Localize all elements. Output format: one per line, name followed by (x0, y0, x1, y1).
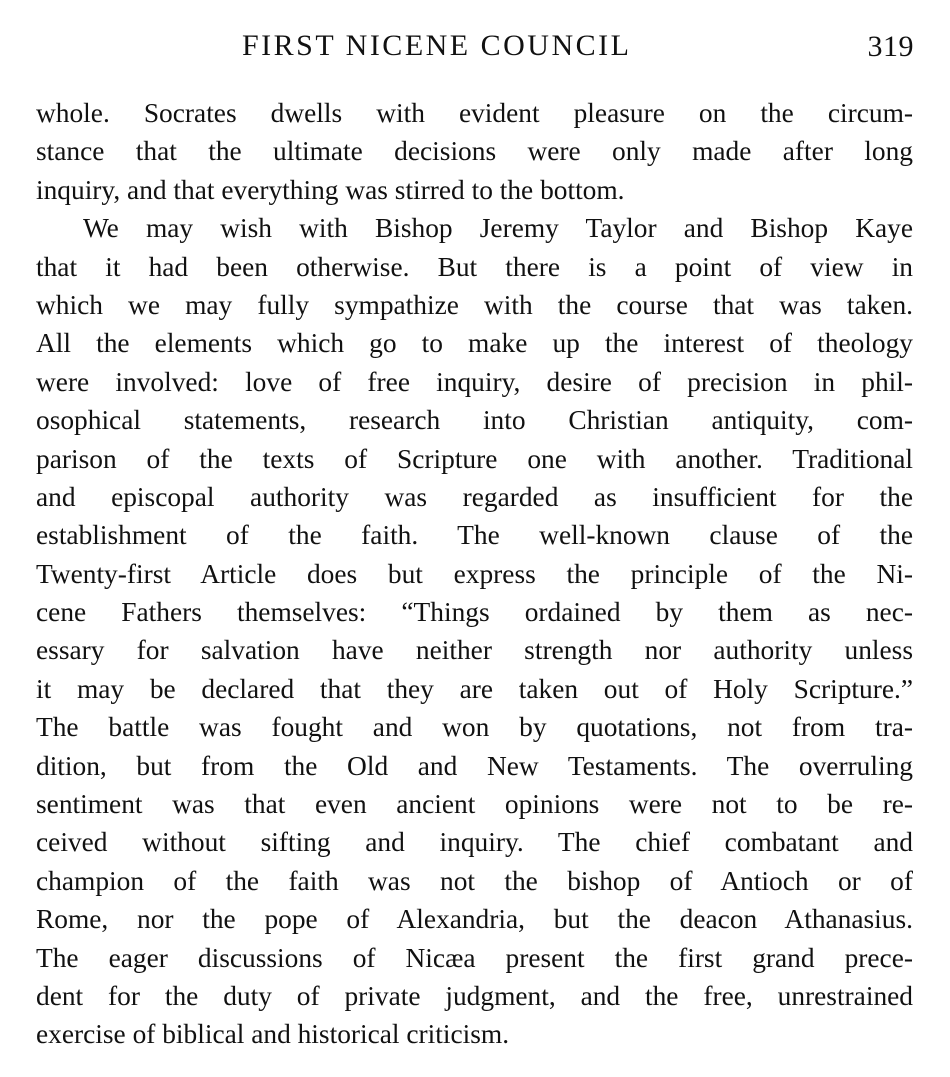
text-line: and episcopal authority was regarded as insufficient for the (36, 481, 913, 512)
text-line: Twenty-first Article does but express the principle of the Ni- (36, 558, 913, 589)
paragraph-2 (36, 209, 913, 1054)
text-line: We may wish with Bishop Jeremy Taylor and Bishop Kaye (83, 213, 913, 244)
text-line: establishment of the faith. The well-known clause of the (36, 520, 913, 551)
running-head (0, 26, 950, 70)
text-line: sentiment was that even ancient opinions were not to be re- (36, 789, 913, 820)
running-title: FIRST NICENE COUNCIL (242, 29, 632, 62)
text-line: whole. Socrates dwells with evident pleasure on the circum- (36, 98, 913, 128)
text-line: inquiry, and that everything was stirred to the bottom. (36, 174, 625, 205)
text-line: osophical statements, research into Christian antiquity, com- (36, 405, 913, 436)
text-line: All the elements which go to make up the interest of theology (36, 328, 913, 359)
text-line: that it had been otherwise. But there is a point of view in (36, 251, 913, 282)
text-line: were involved: love of free inquiry, desire of precision in phil- (36, 366, 913, 397)
text-line: champion of the faith was not the bishop of Antioch or of (36, 865, 913, 896)
text-line: dition, but from the Old and New Testaments. The overruling (36, 750, 913, 781)
text-line: which we may fully sympathize with the course that was taken. (36, 289, 913, 320)
text-line: The battle was fought and won by quotations, not from tra- (36, 712, 913, 743)
paragraph-1 (36, 94, 913, 209)
text-line: The eager discussions of Nicæa present the first grand prece- (36, 942, 913, 973)
text-line: parison of the texts of Scripture one with another. Traditional (36, 443, 913, 474)
text-line: exercise of biblical and historical criticism. (36, 1019, 510, 1050)
text-line: essary for salvation have neither strength nor authority unless (36, 635, 913, 666)
text-line: ceived without sifting and inquiry. The chief combatant and (36, 827, 913, 858)
page-number: 319 (867, 30, 914, 63)
text-line: cene Fathers themselves: “Things ordained by them as nec- (36, 597, 913, 628)
text-line: stance that the ultimate decisions were only made after long (36, 136, 913, 167)
text-line: dent for the duty of private judgment, and the free, unrestrained (36, 980, 913, 1011)
body-text (36, 94, 913, 1054)
text-line: it may be declared that they are taken out of Holy Scripture.” (36, 673, 913, 704)
text-line: Rome, nor the pope of Alexandria, but the deacon Athanasius. (36, 904, 913, 935)
